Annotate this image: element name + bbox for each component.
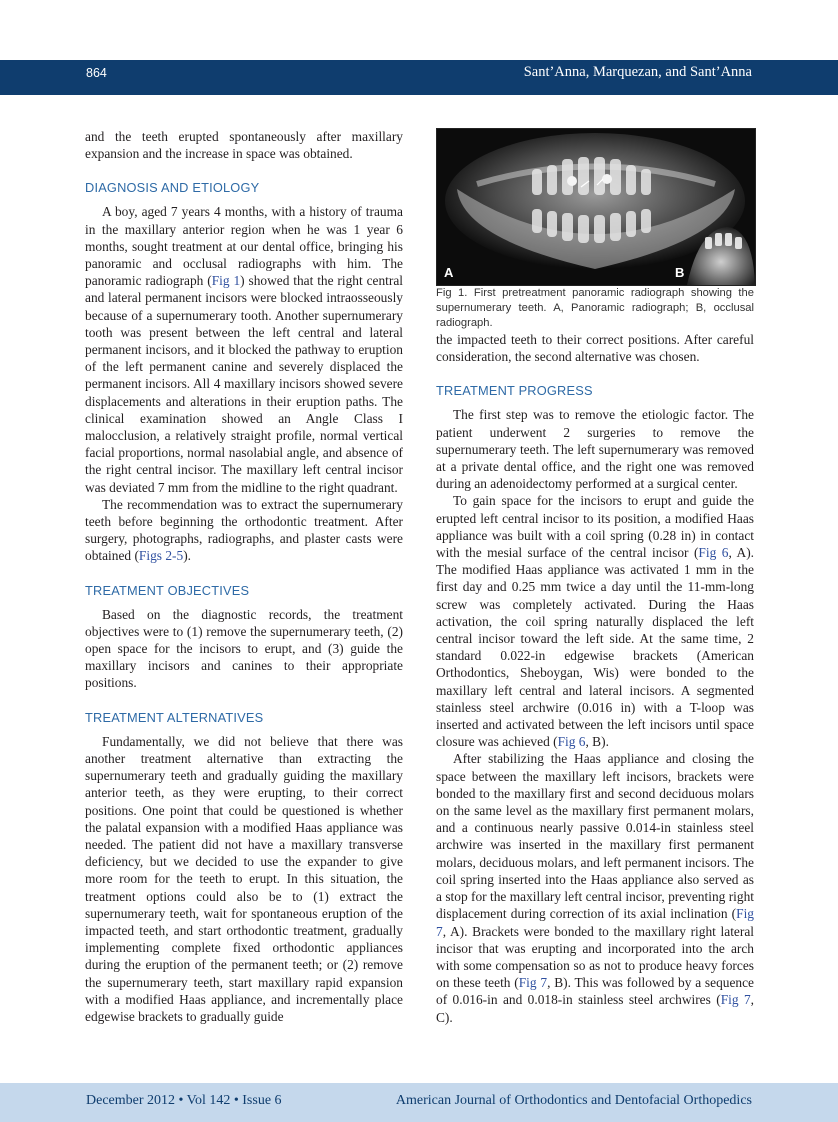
figure-1-caption: Fig 1. First pretreatment panoramic radiograph showing the supernumerary teeth. A, Panoramic radiograph; B, occlusal radiograph. (436, 287, 754, 329)
objectives-heading: TREATMENT OBJECTIVES (85, 582, 250, 598)
diagnosis-heading: DIAGNOSIS AND ETIOLOGY (85, 180, 260, 196)
text: , B). (585, 734, 609, 750)
header-bar (0, 60, 838, 95)
diagnosis-paragraph-2 (85, 496, 403, 565)
alternatives-paragraph: Fundamentally, we did not believe that there was another treatment alternative than extracting the supernumerary teeth and gradually guiding the maxillary anterior teeth, as they were erupting, to their correct positions. One point that could be questioned is whether the palatal expansion with a modified Haas appliance was needed. The patient did not have a maxillary transverse deficiency, but we decided to use the expander to give more room for the teeth to erupt. In this situation, the treatment options could also be to (1) extract the supernumerary teeth, wait for spontaneous eruption of the impacted teeth, and start orthodontic treatment, gradually implementing complete fixed orthodontic appliances during the eruption of the permanent teeth; or (2) remove the supernumerary teeth, start maxillary rapid expansion with a modified Haas appliance, and incrementally place edgewise brackets to gradually guide (85, 733, 403, 1024)
text: The recommendation was to extract the supernumerary teeth before beginning the orthodontic treatment. After surgery, photographs, radiographs, and plaster casts were obtained ( (85, 496, 403, 564)
text: A boy, aged 7 years 4 months, with a history of trauma in the maxillary anterior region when he was 1 year 6 months, sought treatment at our dental office, bringing his panoramic and occlusal radiographs with him. The panoramic radiograph ( (85, 204, 403, 289)
running-head: Sant’Anna, Marquezan, and Sant’Anna (523, 64, 752, 80)
fig-6-link[interactable]: Fig 6 (557, 734, 586, 750)
text: , B). This was followed by a sequence of 0.016-in and 0.018-in stainless steel archwires ( (436, 975, 755, 1008)
continuation-paragraph: the impacted teeth to their correct positions. After careful consideration, the second alternative was chosen. (436, 332, 754, 365)
figs-2-5-link[interactable]: Figs 2-5 (138, 548, 184, 564)
diagnosis-paragraph-1 (85, 203, 403, 495)
footer-issue-info: December 2012 • Vol 142 • Issue 6 (86, 1093, 282, 1108)
text: , A). The modified Haas appliance was activated 1 mm in the first day and 0.25 mm twice a day until the 11-mm-long screw was completely activated. During the Haas activation, the coil spring naturally displaced the left central incisor toward the left side. At the same time, 2 standard 0.022-in edgewise brackets (American Orthodontics, Sheboygan, Wis) were bonded to the maxillary left central and lateral incisors. A segmented stainless steel archwire (0.016 in) with a T-loop was inserted and activated between the left incisors until space closure was achieved ( (436, 545, 754, 750)
right-column (436, 128, 754, 1026)
left-column (85, 128, 403, 1025)
text: ). (183, 548, 192, 564)
figure-label-a: A (444, 264, 454, 280)
fig-7-link[interactable]: Fig 7 (720, 992, 751, 1008)
text: To gain space for the incisors to erupt and guide the erupted left central incisor to its position, a modified Haas appliance was built with a coil spring (0.28 in) in contact with the mesial surface of the central incisor ( (436, 493, 754, 561)
progress-paragraph-2 (436, 492, 754, 750)
figure-1 (436, 128, 756, 286)
fig-7-link[interactable]: Fig 7 (518, 975, 548, 991)
fig-7-link[interactable]: Fig 7 (436, 906, 754, 939)
progress-paragraph-3 (436, 750, 754, 1025)
footer-bar (0, 1083, 838, 1122)
figure-label-b: B (675, 264, 685, 280)
text: ) showed that the right central and lateral permanent incisors were blocked intraosseously because of a supernumerary tooth. Another supernumerary tooth was present between the left central and lateral permanent incisors, and it blocked the pathway to eruption of the left permanent canine and severely displaced the permanent incisors. All 4 maxillary incisors showed severe displacements and alterations in their eruption paths. The clinical examination showed an Angle Class I malocclusion, a relatively straight profile, normal vertical facial proportions, normal nasolabial angle, and absence of the right central incisor. The maxillary left central incisor was deviated 7 mm from the midline to the right quadrant. (85, 273, 404, 495)
text: , C). (436, 992, 754, 1025)
footer-journal-name: American Journal of Orthodontics and Dentofacial Orthopedics (395, 1093, 752, 1108)
progress-heading: TREATMENT PROGRESS (436, 383, 593, 399)
fig-1-link[interactable]: Fig 1 (211, 273, 241, 289)
fig-6-link[interactable]: Fig 6 (698, 545, 729, 561)
progress-paragraph-1: The first step was to remove the etiologic factor. The patient underwent 2 surgeries to remove the supernumerary teeth. The left supernumerary was removed at a private dental office, and the right one was removed during an adenoidectomy performed at a surgical center. (436, 407, 754, 492)
objectives-paragraph: Based on the diagnostic records, the treatment objectives were to (1) remove the supernumerary teeth, (2) open space for the incisors to erupt, and (3) guide the maxillary incisors and canines to their appropriate positions. (85, 606, 403, 691)
text: , A). Brackets were bonded to the maxillary right lateral incisor that was erupting and incorporated into the arch with some compensation so as not to produce heavy forces on these teeth ( (436, 923, 754, 991)
intro-paragraph: and the teeth erupted spontaneously after maxillary expansion and the increase in space was obtained. (85, 129, 403, 162)
page-number: 864 (86, 66, 107, 80)
alternatives-heading: TREATMENT ALTERNATIVES (85, 709, 264, 725)
text: After stabilizing the Haas appliance and closing the space between the maxillary left incisors, brackets were bonded to the maxillary first and second deciduous molars on the same level as the maxillary first permanent molars, and a continuous nearly passive 0.014-in stainless steel archwire was inserted in the maxillary first permanent molars, deciduous molars, and left permanent incisors. The coil spring inserted into the Haas appliance also served as a stop for the maxillary left central incisor, preventing right displacement during correction of its axial inclination ( (436, 751, 754, 922)
panoramic-radiograph-image (437, 129, 755, 285)
